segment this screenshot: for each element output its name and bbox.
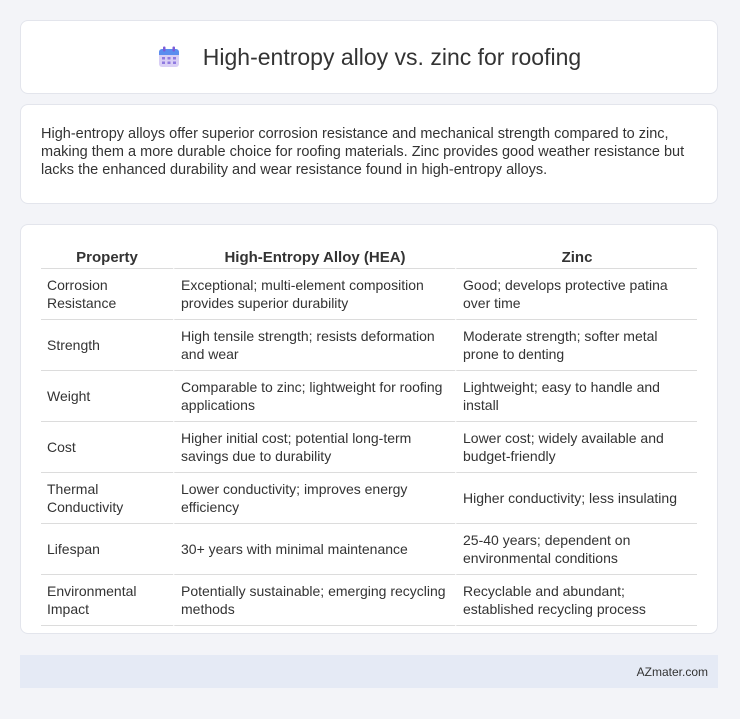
table-row — [41, 473, 697, 524]
row-zinc: Moderate strength; softer metal prone to denting — [455, 320, 697, 371]
row-property: Strength — [41, 320, 173, 371]
row-hea: Comparable to zinc; lightweight for roofing applications — [173, 371, 455, 422]
row-zinc: Lower cost; widely available and budget-friendly — [455, 422, 697, 473]
row-property: Thermal Conductivity — [41, 473, 173, 524]
intro-card — [20, 104, 718, 204]
header-zinc: Zinc — [455, 245, 697, 269]
row-property: Cost — [41, 422, 173, 473]
row-property: Corrosion Resistance — [41, 269, 173, 320]
header-hea: High-Entropy Alloy (HEA) — [173, 245, 455, 269]
page-title: High-entropy alloy vs. zinc for roofing — [202, 43, 582, 70]
table-row — [41, 269, 697, 320]
row-zinc: 25-40 years; dependent on environmental conditions — [455, 524, 697, 575]
table-row — [41, 524, 697, 575]
table-card — [20, 224, 718, 634]
title-card — [20, 20, 718, 94]
row-hea: Potentially sustainable; emerging recycling methods — [173, 575, 455, 626]
row-property: Environmental Impact — [41, 575, 173, 626]
row-property: Weight — [41, 371, 173, 422]
row-zinc: Good; develops protective patina over time — [455, 269, 697, 320]
footer-site-link[interactable]: AZmater.com — [636, 664, 708, 679]
row-hea: High tensile strength; resists deformation and wear — [173, 320, 455, 371]
row-zinc: Lightweight; easy to handle and install — [455, 371, 697, 422]
row-hea: Higher initial cost; potential long-term savings due to durability — [173, 422, 455, 473]
header-property: Property — [41, 245, 173, 269]
intro-text: High-entropy alloys offer superior corrosion resistance and mechanical strength compared to zinc, making them a more durable choice for roofing materials. Zinc provides good weather resistance but lacks the enhanced durability and wear resistance found in high-entropy alloys. — [41, 126, 685, 178]
comparison-table — [41, 245, 697, 626]
table-row — [41, 422, 697, 473]
row-hea: Exceptional; multi-element composition provides superior durability — [173, 269, 455, 320]
row-property: Lifespan — [41, 524, 173, 575]
table-row — [41, 371, 697, 422]
table-row — [41, 575, 697, 626]
table-header-row — [41, 245, 697, 269]
table-row — [41, 320, 697, 371]
row-zinc: Recyclable and abundant; established recycling process — [455, 575, 697, 626]
row-zinc: Higher conductivity; less insulating — [455, 473, 697, 524]
row-hea: Lower conductivity; improves energy efficiency — [173, 473, 455, 524]
row-hea: 30+ years with minimal maintenance — [173, 524, 455, 575]
calendar-icon — [157, 45, 181, 69]
footer — [20, 655, 718, 688]
